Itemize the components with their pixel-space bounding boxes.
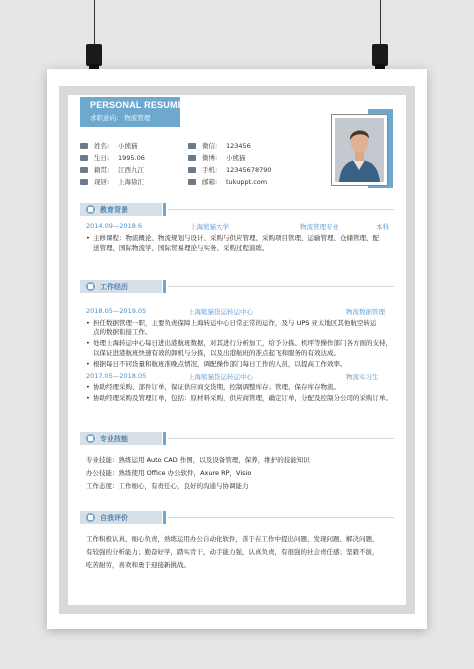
info-birth-label: 生日: [94,154,110,162]
education-school: 上海熊猫大学 [190,223,229,231]
job2-bullet: • 协助经理采购、部件订单，保证供应商交货期，控制调整库存；管理、保存库存物流。 [86,383,340,393]
section-divider [168,286,394,287]
info-origin [80,165,144,174]
education-courses: • 主修课程：物流概论、物流规划与设计、采购与供应管理、采购项目管理、运输管理、仓储管理、配 [86,234,379,244]
job2-period: 2017.05—2018.05 [86,372,147,380]
info-email-value: tukuppt.com [226,177,268,186]
skill-line: 专业技能：熟练运用 Auto CAD 作图，以及设备管理，保养，维护的技能知识 [86,456,310,464]
section-education-accent [163,203,166,216]
gear-icon [86,434,95,443]
section-education-title: 教育背景 [100,205,128,214]
info-wechat [188,141,251,150]
education-degree: 本科 [376,223,389,231]
skill-line: 工作态度：工作细心，有责任心，良好的沟通与协调能力 [86,482,249,490]
section-self-eval-title: 自我评价 [100,513,128,522]
section-self-eval [80,511,162,524]
info-name [80,141,138,150]
job2-bullet: • 协助经理采购及管理订单，包括：原材料采购，供应商管理，确定订单，分配及控制分公司的采购订单。 [86,394,392,404]
section-divider [168,438,394,439]
job1-bullet-cont: 点的数据衔接工作。 [93,328,152,336]
resume-title: PERSONAL RESUME [90,100,184,110]
info-weibo [188,153,246,162]
job-intent [90,113,156,122]
person-icon [80,143,88,149]
section-work-accent [163,280,166,293]
info-birth [80,153,145,162]
job2-company: 上海熊猫货运转运中心 [188,373,253,381]
info-phone-label: 手机: [202,166,218,174]
briefcase-icon [86,282,95,291]
job1-bullet: • 根据每日不同货量和航班准晚点情况，调配操作部门每日工作的人员，以提高工作效率。 [86,360,347,370]
job1-bullet-cont: 以保证进港航班快速有效的卸机与分拣，以及出港航班的准点起飞和服务的有效达成。 [93,349,340,357]
section-skills-accent [163,432,166,445]
info-name-value: 小熊猫 [118,142,138,150]
info-current [80,177,144,186]
info-current-value: 上海徐汇 [118,178,144,186]
phone-icon [188,167,196,173]
location-icon [80,179,88,185]
info-email-label: 邮箱: [202,178,218,186]
home-icon [80,167,88,173]
weibo-icon [188,155,196,161]
job1-bullet: • 处理上海转运中心每日进出港航班数据，对其进行分析加工，给予分拣、机坪等操作部门各方面的支持， [86,339,392,349]
profile-photo [335,118,384,182]
info-phone [188,165,272,174]
job-intent-label: 求职意向: [90,114,119,122]
info-birth-value: 1995.06 [118,153,145,162]
job1-company: 上海熊猫货运转运中心 [188,308,253,316]
self-eval-line: 吃苦耐劳，喜欢和勇于迎接新挑战。 [86,561,190,569]
info-current-label: 现居: [94,178,110,186]
self-eval-line: 有较强的分析能力；勤奋好学，踏实肯干，动手能力强，认真负责，有很强的社会责任感；坚毅不拔， [86,548,379,556]
info-wechat-label: 微信: [202,142,218,150]
self-eval-line: 工作积极认真，细心负责，熟练运用办公自动化软件，善于在工作中提出问题、发现问题、解决问题， [86,535,379,543]
info-email [188,177,267,186]
job2-title: 物流实习生 [346,373,379,381]
info-wechat-value: 123456 [226,141,251,150]
job1-title: 物流数据管理 [346,308,385,316]
job1-period: 2018.05—2019.05 [86,307,147,315]
info-origin-value: 江西九江 [118,166,144,174]
binder-clip-left-icon [86,44,102,66]
info-name-label: 姓名: [94,142,110,150]
section-skills [80,432,162,445]
education-major: 物流管理专业 [300,223,339,231]
section-skills-title: 专业技能 [100,434,128,443]
job-intent-value: 物流管理 [124,114,151,122]
education-period: 2014.09—2018.6 [86,222,143,230]
binder-clip-right-icon [372,44,388,66]
section-work-title: 工作经历 [100,282,128,291]
info-weibo-value: 小熊猫 [226,154,246,162]
info-weibo-label: 微博: [202,154,218,162]
wechat-icon [188,143,196,149]
job1-bullet: • 担任数据管理一职，主要负责保障上海转运中心日常正常的运作，及与 UPS 亚太地区其他航空转运 [86,319,376,329]
profile-photo-frame [331,114,388,186]
calendar-icon [80,155,88,161]
section-work [80,280,162,293]
person-badge-icon [86,513,95,522]
section-divider [168,517,394,518]
section-self-eval-accent [163,511,166,524]
person-avatar-icon [335,118,384,182]
section-education [80,203,162,216]
mail-icon [188,179,196,185]
info-origin-label: 籍贯: [94,166,110,174]
section-divider [168,209,394,210]
info-phone-value: 12345678790 [226,165,272,174]
graduation-cap-icon [86,205,95,214]
education-courses-cont: 送管理、国际物流学、国际贸易理论与实务、采购过程演练。 [93,244,269,252]
skill-line: 办公技能：熟练使用 Office 办公软件，Axure RP，Visio [86,469,252,477]
